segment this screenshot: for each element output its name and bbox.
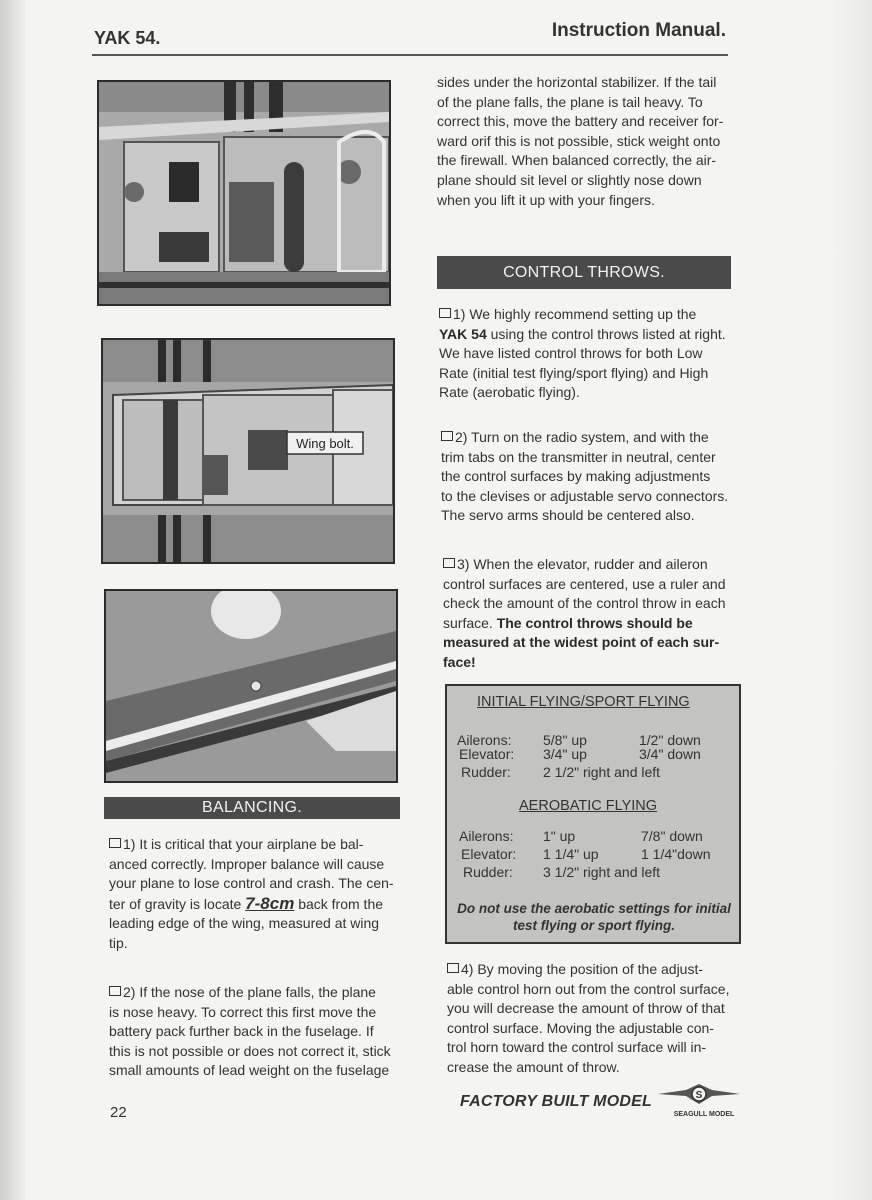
- balancing-title-text: BALANCING.: [202, 799, 302, 816]
- photo-wing-bolt: [101, 338, 395, 564]
- control-throws-paragraph-3: 3) When the elevator, rudder and aileron control surfaces are centered, use a ruler and check the amount of the control throw in each surface. The control throws should be measured at the widest point of each sur- face!: [443, 556, 726, 670]
- header-manual-title: Instruction Manual.: [551, 20, 726, 41]
- balancing-title: [104, 797, 400, 819]
- wing-bolt-label: Wing bolt.: [296, 436, 354, 451]
- table-row: Ailerons: 5/8" up 1/2" down: [457, 732, 701, 748]
- checkbox-icon[interactable]: [443, 558, 455, 568]
- aerobatic-flying-heading: AEROBATIC FLYING: [519, 798, 658, 814]
- control-throws-paragraph-4: 4) By moving the position of the adjust- able control horn out from the control surface, you will decrease the amount of throw of that control surface. Moving the adjustable con- trol horn toward the control surface will in- crease the amount of throw.: [447, 961, 730, 1075]
- checkbox-icon[interactable]: [109, 838, 121, 848]
- control-throws-paragraph-2: 2) Turn on the radio system, and with the trim tabs on the transmitter in neutral, center the control surfaces by making adjustments to the clevises or adjustable servo connectors. The servo arms should be centered also.: [441, 429, 729, 524]
- photo-servo-bay: [97, 80, 391, 306]
- page-binding-shadow: [0, 0, 26, 1200]
- header-rule: [92, 54, 728, 56]
- control-throws-paragraph-1: 1) We highly recommend setting up the YAK 54 using the control throws listed at right. We have listed control throws for both Low Rate (initial test flying/sport flying) and High Rate (aerobatic flying).: [439, 306, 726, 401]
- balancing-paragraph-1: 1) It is critical that your airplane be bal- anced correctly. Improper balance will cause your plane to lose control and crash. The cen- ter of gravity is locate 7-8cm back from the leading edge of the wing, measured at wing tip.: [109, 836, 394, 951]
- logo-letter: S: [695, 1090, 703, 1101]
- control-throws-title-text: CONTROL THROWS.: [503, 264, 665, 281]
- checkbox-icon[interactable]: [109, 986, 121, 996]
- aerobatic-warning-note: Do not use the aerobatic settings for initial test flying or sport flying.: [457, 901, 731, 933]
- header-model-name: YAK 54.: [94, 28, 161, 48]
- page-edge-shadow: [832, 0, 872, 1200]
- table-row: Elevator: 1 1/4" up 1 1/4"down: [461, 846, 711, 862]
- cg-value: 7-8cm: [245, 893, 295, 913]
- page-number: 22: [110, 1104, 127, 1121]
- factory-built-model-brand: FACTORY BUILT MODEL: [460, 1093, 652, 1110]
- checkbox-icon[interactable]: [441, 431, 453, 441]
- checkbox-icon[interactable]: [439, 308, 451, 318]
- seagull-model-logo: [656, 1080, 742, 1125]
- logo-text: SEAGULL MODEL: [673, 1111, 735, 1118]
- table-row: Elevator: 3/4" up 3/4" down: [459, 746, 701, 762]
- balancing-paragraph-2: 2) If the nose of the plane falls, the plane is nose heavy. To correct this first move the battery pack further back in the fuselage. If this is not possible or does not correct it, stick small amounts of lead weight on the fuselage: [109, 984, 391, 1079]
- photo-fuselage-side: [104, 589, 398, 783]
- table-row: Ailerons: 1" up 7/8" down: [459, 828, 703, 844]
- control-throws-table: [445, 684, 741, 944]
- table-row: Rudder: 2 1/2" right and left: [461, 764, 661, 780]
- control-throws-title: [437, 256, 731, 289]
- checkbox-icon[interactable]: [447, 963, 459, 973]
- initial-flying-heading: INITIAL FLYING/SPORT FLYING: [477, 694, 690, 710]
- table-row: Rudder: 3 1/2" right and left: [463, 864, 661, 880]
- balancing-continuation: sides under the horizontal stabilizer. If the tail of the plane falls, the plane is tail heavy. To correct this, move the battery and receiver for- ward orif this is not possible, stick weight onto the firewall. When balanced correctly, the air- plane should sit level or slightly nose down when you lift it up with your fingers.: [437, 74, 724, 208]
